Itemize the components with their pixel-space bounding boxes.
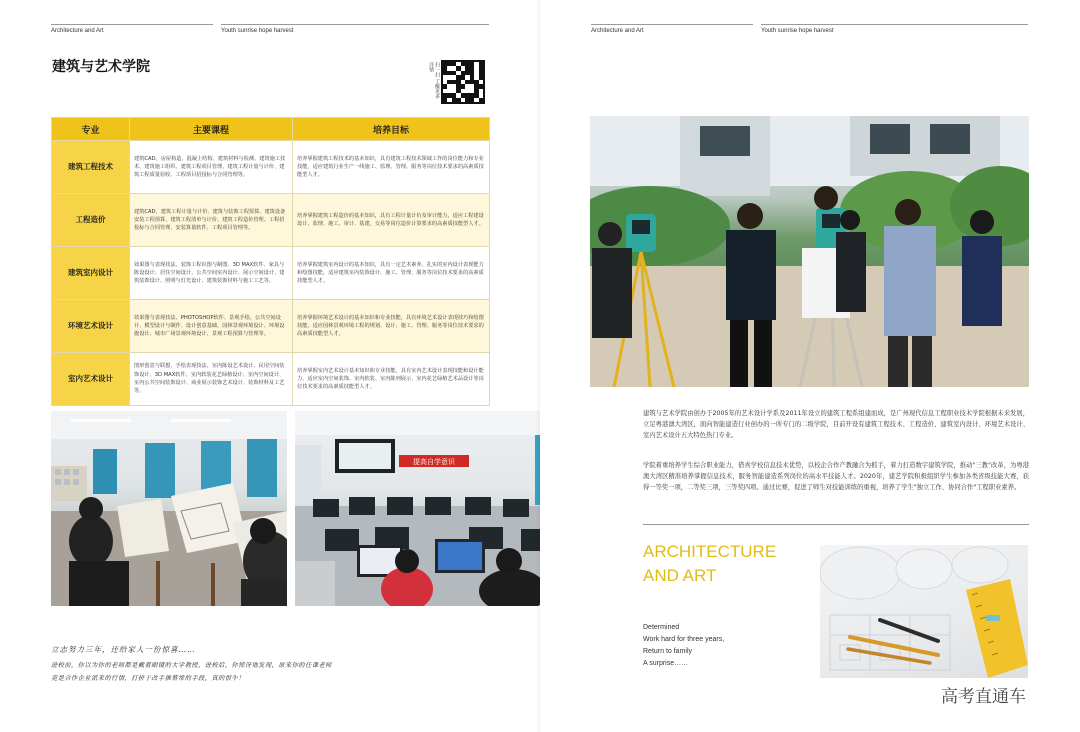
achievements-paragraph: 学院着重培养学生综合职业能力，借喜学校信息技术优势，以校企合作产教融合为抓手，着力打造数字建筑学院，推动"三教"改革，为粤港澳大湾区精准培养掌握信息技术，服务智能建造系列岗位的高水平技能人才。2020年，建艺学院积极组织学生参加各类省级技能大赛，获得一等奖一项，二等奖三项，三等奖四项。通过比赛，促进了师生对技能训练的重视，培养了学生"独立工作、协同合作"工程职业素养。 (643, 462, 1029, 491)
table-row (52, 247, 490, 300)
surveying-practice-photo (590, 116, 1029, 387)
training-goal: 培养掌握建筑室内设计的基本知识，具有一定艺术素养、扎实的室内设计表现能力和绘图技能，适应建筑室内装饰设计、施工、管理、服务等岗位技术要求的高素质技能型人才。 (293, 247, 490, 300)
table-row (52, 141, 490, 194)
section-title-line: AND ART (643, 566, 717, 585)
major-name: 环境艺术设计 (52, 300, 130, 353)
motto-line: Determined (643, 624, 680, 631)
divider (643, 524, 1029, 525)
motto (643, 622, 724, 670)
running-header-right (591, 24, 753, 38)
qr-caption: 扫一扫 了解更多详情 (428, 62, 440, 99)
motto-line: Work hard for three years, (643, 636, 725, 643)
running-header-left (51, 24, 213, 38)
course-list: 效果图与表现技法、装饰工程识图与制图、3D MAX软件、家具与陈设设计、居住空间设计、公共空间室内设计、展示空间设计、建筑装饰设计、照明与灯光设计、建筑装饰材料与施工工艺等。 (130, 247, 293, 300)
handwritten-heading: 立志努力三年，还给家人一份惊喜…… (51, 645, 196, 654)
table-row (52, 300, 490, 353)
curriculum-table (51, 117, 490, 406)
course-list: 效果图与表现技法、PHOTOSHOP软件、景观手绘、公共空间设计、模型设计与制作、设计创意基础、园林景观环境设计、环境设施设计、城市广场景观环境设计、景观工程预算与管理等。 (130, 300, 293, 353)
intro-paragraph: 建筑与艺术学院由创办于2005年的艺术设计学系及2011年设立的建筑工程系组建而成，是广州现代信息工程职业技术学院根据未来发展，立足粤港澳大湾区，面向智能建造行业创办的一所专门的二级学院，目前开设有建筑工程技术、工程造价、建筑室内设计、环境艺术设计、室内艺术设计五大特色热门专业。 (643, 410, 1029, 439)
classroom-banner: 提高自学意识 (413, 458, 455, 466)
course-list: 建筑CAD、建筑工程计量与计价、建筑与装饰工程预算、建筑设备安装工程预算、建筑工程清单与计价、建筑工程造价管理、工程招投标与合同管理、安装算量软件、工程项目管理等。 (130, 194, 293, 247)
column-header-goal: 培养目标 (293, 118, 490, 141)
header-section-label: Architecture and Art (591, 28, 644, 34)
table-row (52, 194, 490, 247)
motto-line: Return to family (643, 648, 693, 655)
right-page (540, 0, 1080, 732)
art-studio-illustration (51, 411, 287, 606)
training-goal: 培养掌握环境艺术设计的基本知识和专业技能，具有环境艺术设计表现技巧和绘图技能，适应园林景观环境工程的规划、设计、施工、管理、服务等岗位技术要求的高素质技能型人才。 (293, 300, 490, 353)
header-section-label: Architecture and Art (51, 28, 104, 34)
art-studio-photo (51, 411, 287, 606)
page-title: 建筑与艺术学院 (52, 59, 150, 75)
qr-code-icon (441, 60, 485, 104)
major-name: 工程造价 (52, 194, 130, 247)
course-list: 图形创意与联想、手绘表现技法、室内陈设艺术设计、民用空间装饰设计、3D MAX软件、室内软装花艺绿植设计、室内空间设计、室内公共空间装饰设计、商业展示装饰艺术设计、装饰材料及工艺等。 (130, 353, 293, 406)
training-goal: 培养掌握建筑工程造价的基本知识，具有工程计量计价及审计能力，适应工程建设设计、监理、施工、审计、基建、交易等岗位造价计算要求的高素质技能型人才。 (293, 194, 490, 247)
column-header-major: 专业 (52, 118, 130, 141)
surveying-illustration (590, 116, 1029, 387)
running-header-left-tagline (221, 24, 489, 38)
running-header-right-tagline (761, 24, 1028, 38)
course-list: 建筑CAD、房屋构造、混凝土结构、建筑材料与检测、建筑施工技术、建筑施工组织、建筑工程项目管理、建筑工程计量与计价、建筑工程质量验收、工程项目招投标与合同管理等。 (130, 141, 293, 194)
table-row (52, 353, 490, 406)
header-tagline: Youth sunrise hope harvest (221, 28, 294, 34)
section-title-line: ARCHITECTURE (643, 542, 777, 561)
handwritten-line: 进校前，你以为你的老师都是戴着眼镜的大学教授，进校后，你惊讶地发现，原来你的任课老师 (51, 662, 332, 669)
handwritten-line: 竟是合作企业派来的行情，打拼于改手推蔡常的手段，真的很牛！ (51, 675, 245, 682)
section-title (643, 540, 776, 588)
column-header-courses: 主要课程 (130, 118, 293, 141)
training-goal: 培养掌握室内艺术设计基本知识和专业技能，具有室内艺术设计表现技能和设计能力，适应室内空间装饰、室内软装、室内陈列展示、室内花艺绿植艺术品设计等岗位技术要求的高素质技能型人才。 (293, 353, 490, 406)
training-goal: 培养掌握建筑工程技术的基本知识，具有建筑工程技术领域工作的岗位能力和专业技能，适应建筑行业生产一线施工、监理、管理、服务等岗位技术要求的高素质技能型人才。 (293, 141, 490, 194)
drafting-tools-illustration (820, 545, 1028, 678)
drafting-tools-photo (820, 545, 1028, 678)
major-name: 室内艺术设计 (52, 353, 130, 406)
header-tagline: Youth sunrise hope harvest (761, 28, 834, 34)
watermark: 高考直通车 (941, 687, 1026, 707)
major-name: 建筑室内设计 (52, 247, 130, 300)
table-header-row (52, 118, 490, 141)
major-name: 建筑工程技术 (52, 141, 130, 194)
motto-line: A surprise…… (643, 660, 689, 667)
